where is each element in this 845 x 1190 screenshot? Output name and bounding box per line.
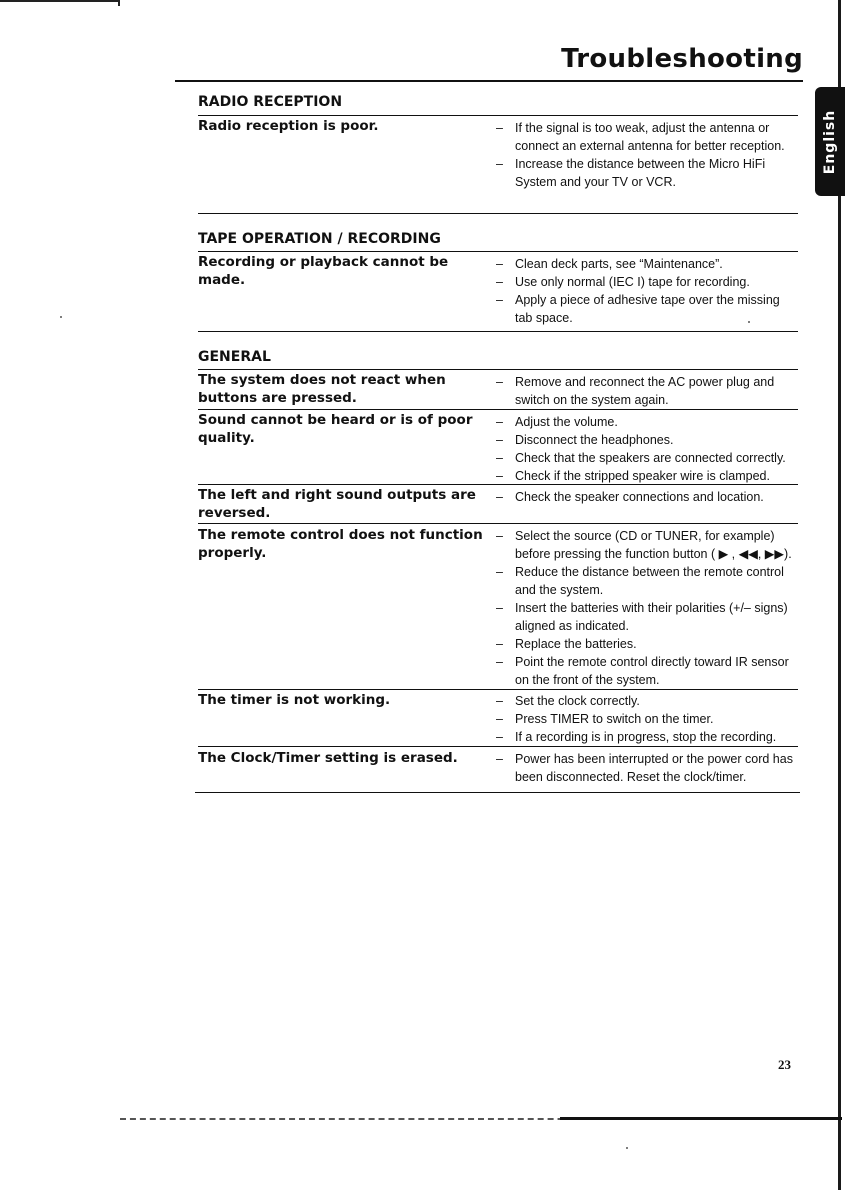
remedy-item <box>496 750 798 786</box>
scan-edge-top <box>0 0 120 2</box>
remedy-item <box>496 692 798 710</box>
remedy-item <box>496 273 798 291</box>
remedy-item <box>496 449 798 467</box>
problem-text: The left and right sound outputs are reversed. <box>198 487 476 521</box>
row-rule <box>198 689 798 690</box>
remedy-list <box>496 488 798 506</box>
scan-edge-bottom-solid <box>560 1117 842 1120</box>
row-rule <box>198 746 798 747</box>
bullet-dash: – <box>496 433 503 447</box>
remedy-text: Point the remote control directly toward IR sensor on the front of the system. <box>515 655 789 687</box>
bullet-dash: – <box>496 275 503 289</box>
bullet-dash: – <box>496 293 503 307</box>
bullet-dash: – <box>496 121 503 135</box>
remedy-text: Set the clock correctly. <box>515 694 640 708</box>
remedy-text: Replace the batteries. <box>515 637 637 651</box>
table-end-rule <box>195 792 800 793</box>
scan-edge-hook <box>118 0 120 6</box>
remedy-text: Check the speaker connections and location. <box>515 490 764 504</box>
remedy-text: Insert the batteries with their polarities (+/– signs) aligned as indicated. <box>515 601 788 633</box>
section-rule <box>198 251 798 252</box>
problem-text: The remote control does not function properly. <box>198 527 483 561</box>
bullet-dash: – <box>496 752 503 766</box>
remedy-item <box>496 635 798 653</box>
bullet-dash: – <box>496 712 503 726</box>
bullet-dash: – <box>496 730 503 744</box>
section-header-tape: TAPE OPERATION / RECORDING <box>198 231 441 247</box>
remedy-text: If a recording is in progress, stop the recording. <box>515 730 777 744</box>
language-tab <box>815 87 845 196</box>
remedy-text: Remove and reconnect the AC power plug and switch on the system again. <box>515 375 775 407</box>
section-header-general: GENERAL <box>198 349 271 365</box>
bullet-dash: – <box>496 637 503 651</box>
remedy-item <box>496 467 798 485</box>
problem-text: Radio reception is poor. <box>198 118 379 134</box>
problem-text: Recording or playback cannot be made. <box>198 254 449 288</box>
remedy-item <box>496 291 798 327</box>
section-rule <box>198 115 798 116</box>
remedy-list <box>496 413 798 485</box>
remedy-item <box>496 563 798 599</box>
bullet-dash: – <box>496 375 503 389</box>
problem-text: The Clock/Timer setting is erased. <box>198 750 458 766</box>
remedy-item <box>496 710 798 728</box>
remedy-item <box>496 653 798 689</box>
remedy-text: Increase the distance between the Micro HiFi System and your TV or VCR. <box>515 157 766 189</box>
row-rule <box>198 523 798 524</box>
remedy-item <box>496 488 798 506</box>
remedy-text: If the signal is too weak, adjust the antenna or connect an external antenna for better reception. <box>515 121 785 153</box>
section-header-radio: RADIO RECEPTION <box>198 94 343 110</box>
bullet-dash: – <box>496 490 503 504</box>
remedy-list <box>496 119 798 191</box>
bullet-dash: – <box>496 694 503 708</box>
section-end-rule <box>198 213 798 214</box>
bullet-dash: – <box>496 257 503 271</box>
remedy-list <box>496 373 798 409</box>
remedy-item <box>496 155 798 191</box>
remedy-text: Disconnect the headphones. <box>515 433 674 447</box>
remedy-item <box>496 431 798 449</box>
remedy-text: Reduce the distance between the remote control and the system. <box>515 565 784 597</box>
bullet-dash: – <box>496 529 503 543</box>
remedy-list <box>496 527 798 689</box>
bullet-dash: – <box>496 565 503 579</box>
page-number: 23 <box>778 1057 791 1072</box>
remedy-item <box>496 599 798 635</box>
scan-speck <box>60 316 62 318</box>
remedy-text: Apply a piece of adhesive tape over the missing tab space. <box>515 293 780 325</box>
bullet-dash: – <box>496 469 503 483</box>
remedy-list <box>496 750 798 786</box>
remedy-list <box>496 692 798 746</box>
bullet-dash: – <box>496 451 503 465</box>
remedy-item <box>496 373 798 409</box>
bullet-dash: – <box>496 157 503 171</box>
remedy-text: Adjust the volume. <box>515 415 618 429</box>
row-rule <box>198 409 798 410</box>
title-rule <box>175 80 803 82</box>
remedy-item <box>496 413 798 431</box>
section-end-rule <box>198 331 798 332</box>
remedy-text: Clean deck parts, see “Maintenance”. <box>515 257 723 271</box>
remedy-text: Press TIMER to switch on the timer. <box>515 712 714 726</box>
scan-speck <box>626 1147 628 1149</box>
remedy-list <box>496 255 798 327</box>
page-title: Troubleshooting <box>561 44 803 74</box>
remedy-item <box>496 728 798 746</box>
remedy-text: Check if the stripped speaker wire is clamped. <box>515 469 770 483</box>
problem-text: The system does not react when buttons are pressed. <box>198 372 446 406</box>
remedy-text: Use only normal (IEC I) tape for recording. <box>515 275 750 289</box>
language-tab-label: English <box>822 109 839 174</box>
problem-text: The timer is not working. <box>198 692 391 708</box>
bullet-dash: – <box>496 601 503 615</box>
remedy-text: Check that the speakers are connected correctly. <box>515 451 786 465</box>
remedy-item <box>496 119 798 155</box>
remedy-item <box>496 527 798 563</box>
problem-text: Sound cannot be heard or is of poor quality. <box>198 412 473 446</box>
remedy-text: Power has been interrupted or the power cord has been disconnected. Reset the clock/timer. <box>515 752 793 784</box>
remedy-text: Select the source (CD or TUNER, for example) before pressing the function button ( ▶ , ◀◀, ▶▶). <box>515 529 792 561</box>
section-rule <box>198 369 798 370</box>
bullet-dash: – <box>496 415 503 429</box>
bullet-dash: – <box>496 655 503 669</box>
row-rule <box>198 484 798 485</box>
remedy-item <box>496 255 798 273</box>
